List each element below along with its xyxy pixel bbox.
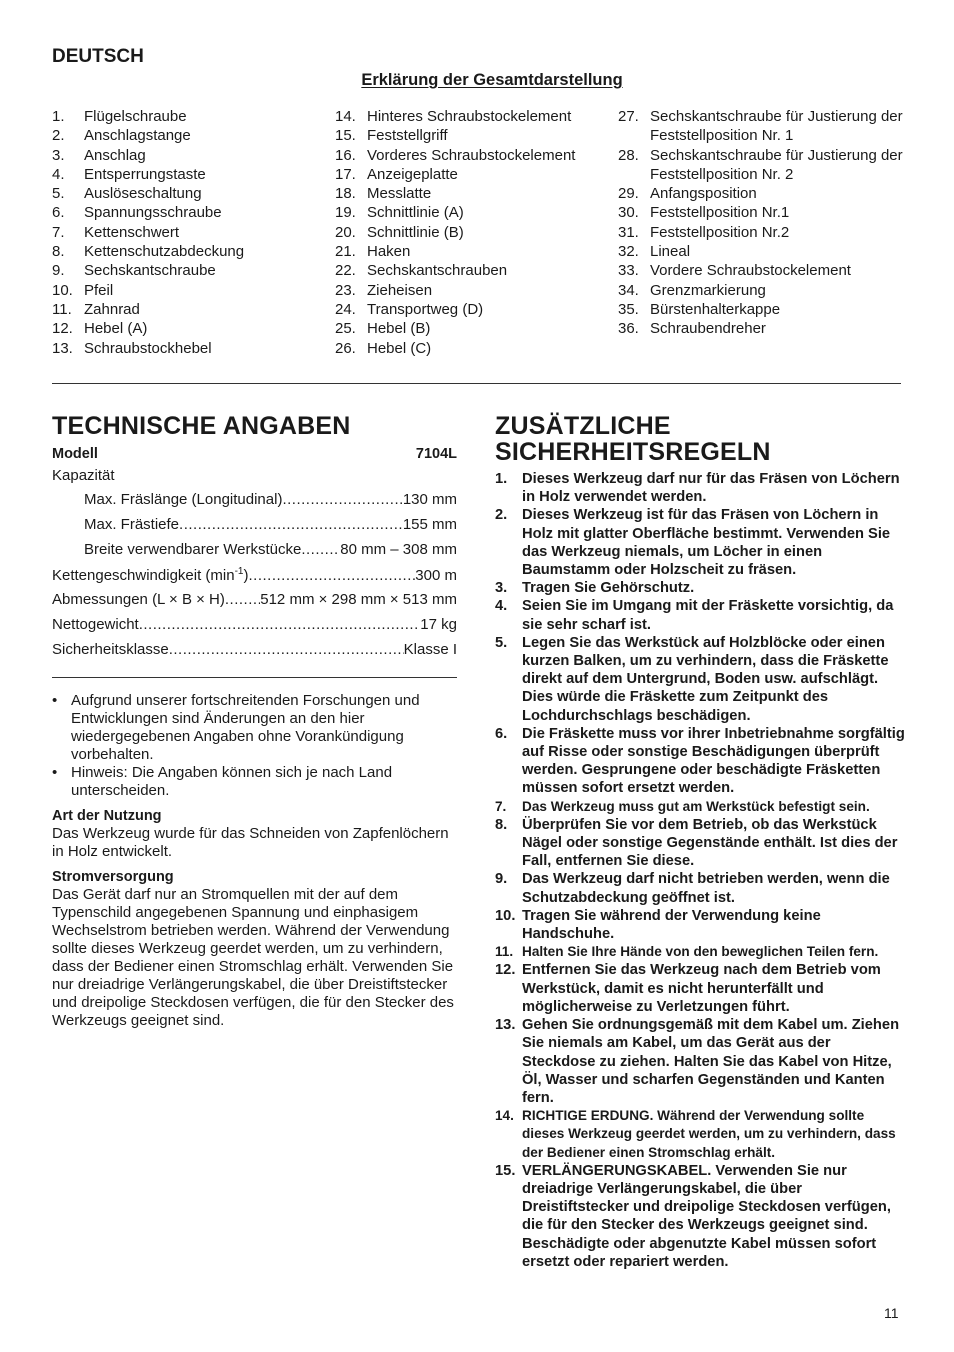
legend-item-label: Anschlagstange <box>84 127 191 145</box>
legend-item-label: Sechskantschraube <box>84 262 216 280</box>
legend-item-label: Lineal <box>650 243 691 261</box>
legend-item-label: Kettenschutzabdeckung <box>84 243 245 261</box>
safety-rule-number: 2. <box>495 507 508 524</box>
legend-item <box>335 223 617 242</box>
note-bullet <box>52 692 457 764</box>
legend-item <box>335 281 617 300</box>
legend-item <box>52 165 332 184</box>
spec-max-depth <box>84 516 457 533</box>
language-heading: DEUTSCH <box>52 46 144 67</box>
legend-column-3 <box>618 107 908 339</box>
spec-model-value: 7104L <box>415 446 457 462</box>
safety-rule-text: Dieses Werkzeug darf nur für das Fräsen von Löchern in Holz verwendet werden. <box>522 471 900 506</box>
legend-item-number: 14. <box>335 108 356 125</box>
safety-rule-text: Dieses Werkzeug ist für das Fräsen von Löchern in Holz mit glatter Oberfläche bestimmt. Verwenden Sie das Werkzeug niemals, um Löcher in einen Baumstamm oder Holzscheit zu fräsen. <box>522 507 891 579</box>
legend-item <box>335 242 617 261</box>
legend-item-number: 25. <box>335 320 356 338</box>
legend-item-number: 33. <box>618 262 639 280</box>
safety-rule-number: 4. <box>495 598 508 615</box>
legend-item-label: Schraubendreher <box>650 320 766 338</box>
safety-rule <box>495 1107 905 1162</box>
safety-rule <box>495 798 905 816</box>
overview-title: Erklärung der Gesamtdarstellung <box>361 71 623 89</box>
safety-rule-number: 5. <box>495 634 508 651</box>
legend-item-label: Hebel (A) <box>84 320 148 338</box>
safety-rule-text: Halten Sie Ihre Hände von den beweglichen Teilen fern. <box>522 944 879 960</box>
safety-rule-text: Entfernen Sie das Werkzeug nach dem Betrieb vom Werkstück, damit es nicht herunterfällt und möglicherweise zu Verletzungen führt. <box>522 962 881 1015</box>
legend-item-number: 8. <box>52 243 65 261</box>
legend-item-label: Sechskantschrauben <box>367 262 508 280</box>
legend-item <box>618 146 908 185</box>
legend-item-number: 27. <box>618 108 639 125</box>
spec-label: Max. Frästiefe <box>84 516 180 533</box>
spec-chain-speed-sup: -1 <box>234 566 244 577</box>
spec-safety-class <box>52 641 457 658</box>
safety-rule-text: Die Fräskette muss vor ihrer Inbetriebnahme sorgfältig auf Risse oder sonstige Beschädigungen überprüft werden. Gesprungene oder beschädigte Fräsketten müssen sofort ersetzt werden. <box>522 725 905 797</box>
legend-item-label: Schnittlinie (B) <box>367 223 464 241</box>
safety-rule-number: 6. <box>495 725 508 742</box>
legend-item-number: 17. <box>335 165 356 183</box>
safety-rule-number: 13. <box>495 1017 516 1034</box>
legend-item-label: Entsperrungstaste <box>84 165 206 183</box>
legend-item-number: 3. <box>52 146 65 164</box>
legend-item <box>52 126 332 145</box>
power-text: Das Gerät darf nur an Stromquellen mit der auf dem Typenschild angegebenen Spannung und einphasigem Wechselstrom betrieben werden. Während der Verwendung sollte dieses Werkzeug geerdet werden, um zu verhindern, dass der Bediener einen Stromschlag erhält. Verwenden Sie nur dreiadrige Verlängerungskabel, die über Dreistiftstecker und dreipolige Steckdosen verfügen, die für den Stecker des Werkzeugs geeignet sind. <box>52 886 454 1029</box>
legend-item <box>618 223 908 242</box>
safety-rule-text: Legen Sie das Werkstück auf Holzblöcke oder einen kurzen Balken, um zu verhindern, dass die Fräskette direkt auf dem Untergrund, Boden usw. aufschlägt. Dies würde die Fräskette zum Zeitpunkt des Lochdurchschlags beschädigen. <box>522 634 889 724</box>
legend-item-label: Kettenschwert <box>84 223 180 241</box>
safety-rule-text: Gehen Sie ordnungsgemäß mit dem Kabel um. Ziehen Sie niemals am Kabel, um das Gerät aus der Steckdose zu ziehen. Halten Sie das Kabel von Hitze, Öl, Wasser und scharfen Gegenständen und Kanten fern. <box>522 1017 900 1106</box>
legend-item-label: Feststellgriff <box>367 127 448 145</box>
safety-rule-number: 10. <box>495 907 516 924</box>
safety-rule-number: 9. <box>495 871 508 888</box>
spec-value: 512 mm × 298 mm × 513 mm <box>260 591 457 608</box>
legend-item-label: Zahnrad <box>84 300 140 318</box>
legend-item-number: 4. <box>52 165 65 183</box>
legend-item <box>52 242 332 261</box>
legend-item-label: Grenzmarkierung <box>650 281 766 299</box>
safety-rule <box>495 907 905 943</box>
spec-max-length <box>84 491 457 508</box>
legend-item-label: Spannungsschraube <box>84 204 222 222</box>
legend-item <box>618 319 908 338</box>
spec-label: Max. Fräslänge (Longitudinal) <box>84 491 283 508</box>
legend-item-label: Transportweg (D) <box>367 300 484 318</box>
spec-chain-speed-text: Kettengeschwindigkeit (min <box>52 567 235 584</box>
legend-item-number: 19. <box>335 204 356 222</box>
safety-rule-text: Das Werkzeug muss gut am Werkstück befestigt sein. <box>522 798 870 814</box>
legend-item-label: Sechskantschraube für Justierung der Feststellposition Nr. 2 <box>650 146 903 183</box>
legend-item <box>335 107 617 126</box>
safety-rule-text: Tragen Sie während der Verwendung keine Handschuhe. <box>522 907 821 943</box>
legend-item <box>618 300 908 319</box>
legend-item-label: Pfeil <box>84 281 114 299</box>
legend-item-number: 9. <box>52 262 65 280</box>
legend-item <box>335 203 617 222</box>
legend-item-label: Zieheisen <box>367 281 433 299</box>
legend-item <box>52 300 332 319</box>
spec-dimensions <box>52 591 457 608</box>
legend-item <box>335 339 617 358</box>
legend-item <box>335 184 617 203</box>
safety-rule-number: 14. <box>495 1108 514 1124</box>
legend-item-number: 31. <box>618 223 639 241</box>
legend-item <box>335 261 617 280</box>
safety-rules-title: ZUSÄTZLICHE SICHERHEITSREGELN <box>495 412 771 466</box>
use-heading: Art der Nutzung <box>52 808 162 824</box>
divider-top <box>52 383 901 384</box>
legend-item <box>52 107 332 126</box>
use-text: Das Werkzeug wurde für das Schneiden von Zapfenlöchern in Holz entwickelt. <box>52 825 449 860</box>
note-text: Aufgrund unserer fortschreitenden Forschungen und Entwicklungen sind Änderungen an den hier wiedergegebenen Angaben ohne Vorankündigung vorbehalten. <box>71 692 420 763</box>
spec-label <box>52 566 249 584</box>
safety-rule-text: Seien Sie im Umgang mit der Fräskette vorsichtig, da sie sehr scharf ist. <box>522 598 894 633</box>
legend-item <box>618 184 908 203</box>
notes-section <box>52 692 457 1030</box>
spec-label: Sicherheitsklasse <box>52 641 169 658</box>
safety-rule <box>495 470 905 506</box>
spec-workpiece-width <box>84 541 457 558</box>
safety-rule-text: Tragen Sie Gehörschutz. <box>522 580 695 597</box>
spec-value: 17 kg <box>420 616 457 633</box>
legend-item-label: Haken <box>367 243 411 261</box>
legend-item-number: 28. <box>618 146 639 164</box>
legend-item-number: 34. <box>618 281 639 299</box>
page-number: 11 <box>884 1305 899 1321</box>
legend-item-number: 10. <box>52 281 73 299</box>
legend-item <box>335 146 617 165</box>
legend-item-number: 18. <box>335 185 356 203</box>
spec-label: Abmessungen (L × B × H) <box>52 591 225 608</box>
legend-item-number: 7. <box>52 223 65 241</box>
safety-rule-text: VERLÄNGERUNGSKABEL. Verwenden Sie nur dreiadrige Verlängerungskabel, die über Dreistiftstecker und dreipolige Steckdosen verfügen, die für den Stecker des Werkzeugs geeignet sind. Beschädigte oder abgenutzte Kabel müssen sofort ersetzt oder repariert werden. <box>522 1162 891 1270</box>
tech-specs-title: TECHNISCHE ANGABEN <box>52 412 351 440</box>
safety-rule-text: Überprüfen Sie vor dem Betrieb, ob das Werkstück Nägel oder sonstige Gegenstände enthält. Ist dies der Fall, entfernen Sie diese. <box>522 816 898 870</box>
legend-item-number: 11. <box>52 300 72 318</box>
legend-item <box>335 165 617 184</box>
legend-item-label: Bürstenhalterkappe <box>650 300 781 318</box>
legend-item <box>618 281 908 300</box>
legend-item-label: Sechskantschraube für Justierung der Feststellposition Nr. 1 <box>650 108 903 145</box>
safety-rules-list <box>495 470 905 1271</box>
legend-item-label: Hinteres Schraubstockelement <box>367 108 572 125</box>
legend-item-number: 13. <box>52 339 73 357</box>
spec-value: Klasse I <box>403 641 457 658</box>
legend-item-label: Schnittlinie (A) <box>367 204 464 222</box>
safety-rule-number: 7. <box>495 798 507 814</box>
safety-rule-text: RICHTIGE ERDUNG. Während der Verwendung sollte dieses Werkzeug geerdet werden, um zu verhindern, dass der Bediener einen Stromschlag erhält. <box>522 1108 896 1160</box>
legend-item-number: 21. <box>335 243 356 261</box>
legend-item <box>52 184 332 203</box>
bullet-icon: • <box>52 692 58 709</box>
legend-item <box>52 319 332 338</box>
safety-rule-number: 3. <box>495 580 508 597</box>
safety-rule-number: 1. <box>495 471 508 487</box>
legend-item-label: Feststellposition Nr.2 <box>650 223 790 241</box>
safety-rule <box>495 1162 905 1271</box>
legend-item <box>52 223 332 242</box>
legend-item <box>52 261 332 280</box>
spec-label: Nettogewicht <box>52 616 139 633</box>
safety-rule <box>495 597 905 633</box>
legend-item-number: 26. <box>335 339 356 357</box>
power-heading: Stromversorgung <box>52 869 174 885</box>
spec-value: 155 mm <box>402 516 457 533</box>
legend-item-number: 22. <box>335 262 356 280</box>
safety-rule <box>495 870 905 906</box>
legend-item <box>335 319 617 338</box>
spec-capacity-label: Kapazität <box>52 467 115 484</box>
safety-rule-text: Das Werkzeug darf nicht betrieben werden, wenn die Schutzabdeckung geöffnet ist. <box>522 871 890 906</box>
legend-item-label: Hebel (C) <box>367 339 432 357</box>
legend-item <box>618 261 908 280</box>
safety-rule-number: 8. <box>495 816 508 833</box>
legend-item-label: Anzeigeplatte <box>367 165 458 183</box>
legend-item-number: 2. <box>52 127 65 145</box>
spec-value: 130 mm <box>402 491 457 508</box>
legend-item-number: 24. <box>335 300 356 318</box>
legend-item-number: 15. <box>335 127 356 145</box>
legend-item-number: 20. <box>335 223 356 241</box>
legend-item-number: 36. <box>618 320 639 338</box>
legend-item-number: 35. <box>618 300 639 318</box>
safety-rule <box>495 1016 905 1107</box>
safety-rule <box>495 725 905 798</box>
divider-specs <box>52 677 457 678</box>
legend-item-number: 12. <box>52 320 73 338</box>
legend-item <box>335 126 617 145</box>
legend-item-number: 30. <box>618 204 639 222</box>
spec-model-row <box>52 446 457 462</box>
safety-rule-number: 15. <box>495 1162 516 1179</box>
legend-item-number: 1. <box>52 108 65 125</box>
legend-item-label: Flügelschraube <box>84 108 187 125</box>
safety-rule-number: 11. <box>495 944 514 960</box>
safety-rule <box>495 816 905 871</box>
safety-rule-number: 12. <box>495 962 516 979</box>
spec-model-label: Modell <box>52 446 98 462</box>
safety-rule <box>495 943 905 961</box>
spec-value: 80 mm – 308 mm <box>340 541 457 558</box>
legend-item <box>52 339 332 358</box>
legend-item-number: 23. <box>335 281 356 299</box>
safety-rule <box>495 506 905 579</box>
spec-chain-speed-close: ) <box>243 567 249 584</box>
spec-net-weight <box>52 616 457 633</box>
safety-rule <box>495 634 905 725</box>
legend-item-label: Schraubstockhebel <box>84 339 212 357</box>
legend-item-number: 29. <box>618 185 639 203</box>
legend-item-number: 16. <box>335 146 356 164</box>
legend-column-2 <box>335 107 617 358</box>
legend-item <box>618 107 908 146</box>
legend-item-number: 6. <box>52 204 65 222</box>
spec-label: Breite verwendbarer Werkstücke <box>84 541 302 558</box>
legend-item-label: Anschlag <box>84 146 146 164</box>
safety-rule <box>495 579 905 597</box>
legend-item-number: 5. <box>52 185 65 203</box>
legend-item-number: 32. <box>618 243 639 261</box>
note-bullet <box>52 764 457 800</box>
legend-item-label: Feststellposition Nr.1 <box>650 204 790 222</box>
legend-item-label: Anfangsposition <box>650 185 757 203</box>
safety-rule <box>495 961 905 1016</box>
legend-item-label: Messlatte <box>367 185 432 203</box>
legend-item <box>52 281 332 300</box>
legend-item <box>618 203 908 222</box>
legend-item <box>618 242 908 261</box>
spec-value: 300 m <box>415 567 457 584</box>
legend-column-1 <box>52 107 332 358</box>
legend-item-label: Vordere Schraubstockelement <box>650 262 851 280</box>
legend-item <box>52 146 332 165</box>
bullet-icon: • <box>52 764 58 781</box>
note-text: Hinweis: Die Angaben können sich je nach Land unterscheiden. <box>71 764 393 799</box>
legend-item <box>335 300 617 319</box>
legend-item-label: Hebel (B) <box>367 320 431 338</box>
legend-item-label: Auslöseschaltung <box>84 185 202 203</box>
spec-chain-speed <box>52 566 457 584</box>
legend-item-label: Vorderes Schraubstockelement <box>367 146 576 164</box>
legend-item <box>52 203 332 222</box>
